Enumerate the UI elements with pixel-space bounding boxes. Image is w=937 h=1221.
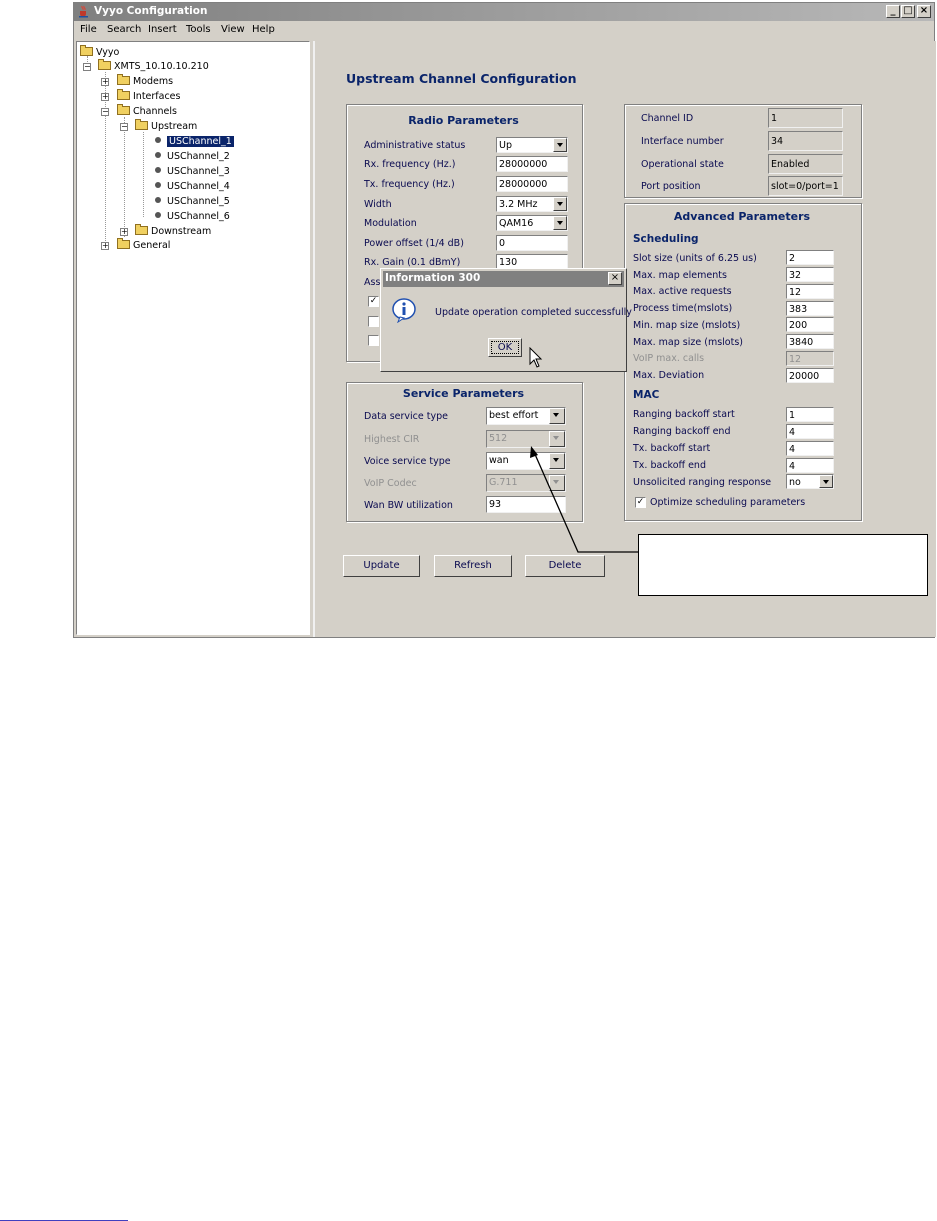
unsolicited-ranging-select[interactable]: no — [786, 474, 834, 489]
slot-size-label: Slot size (units of 6.25 us) — [633, 253, 757, 264]
voip-codec-select: G.711 — [486, 474, 566, 492]
wan-bw-label: Wan BW utilization — [364, 500, 453, 511]
maximize-button[interactable]: □ — [901, 5, 915, 18]
max-map-elements-input[interactable]: 32 — [786, 267, 834, 282]
interface-number-field: 34 — [768, 131, 843, 151]
refresh-button[interactable]: Refresh — [434, 555, 512, 577]
menu-help[interactable]: Help — [252, 24, 275, 35]
ok-button[interactable]: OK — [488, 338, 522, 357]
tree-node-channels[interactable]: Channels — [117, 106, 177, 117]
tree-node-modems[interactable]: Modems — [117, 76, 173, 87]
rx-frequency-input[interactable]: 28000000 — [496, 156, 568, 172]
voice-service-type-label: Voice service type — [364, 456, 451, 467]
collapse-icon[interactable]: − — [84, 62, 91, 71]
tx-frequency-input[interactable]: 28000000 — [496, 176, 568, 192]
collapse-icon[interactable]: − — [102, 107, 109, 116]
radio-parameters-title: Radio Parameters — [408, 114, 519, 127]
expand-icon[interactable]: + — [102, 92, 109, 101]
modulation-select[interactable]: QAM16 — [496, 215, 568, 231]
collapse-icon[interactable]: − — [121, 122, 128, 131]
power-offset-label: Power offset (1/4 dB) — [364, 238, 464, 249]
menu-tools[interactable]: Tools — [186, 24, 211, 35]
voip-codec-label: VoIP Codec — [364, 478, 417, 489]
width-label: Width — [364, 199, 392, 210]
rx-gain-input[interactable]: 130 — [496, 254, 568, 270]
rx-gain-label: Rx. Gain (0.1 dBmY) — [364, 257, 461, 268]
tx-backoff-start-input[interactable]: 4 — [786, 441, 834, 456]
highest-cir-select: 512 — [486, 430, 566, 448]
max-active-requests-label: Max. active requests — [633, 286, 732, 297]
width-select[interactable]: 3.2 MHz — [496, 196, 568, 212]
information-dialog — [380, 268, 632, 372]
tree-node-uschannel-2[interactable]: USChannel_2 — [155, 151, 230, 162]
voip-max-calls-input: 12 — [786, 351, 834, 366]
tx-backoff-end-label: Tx. backoff end — [633, 460, 706, 471]
menu-insert[interactable]: Insert — [148, 24, 177, 35]
admin-status-label: Administrative status — [364, 140, 466, 151]
scheduling-heading: Scheduling — [633, 233, 699, 245]
max-map-size-input[interactable]: 3840 — [786, 334, 834, 349]
port-position-label: Port position — [641, 181, 701, 192]
max-deviation-input[interactable]: 20000 — [786, 368, 834, 383]
admin-status-select[interactable]: Up — [496, 137, 568, 153]
channel-id-field: 1 — [768, 108, 843, 128]
menu-view[interactable]: View — [221, 24, 245, 35]
window-title: Vyyo Configuration — [94, 5, 208, 17]
min-map-size-input[interactable]: 200 — [786, 317, 834, 332]
tree-node-uschannel-5[interactable]: USChannel_5 — [155, 196, 230, 207]
page-title: Upstream Channel Configuration — [346, 71, 577, 86]
delete-button[interactable]: Delete — [525, 555, 605, 577]
max-active-requests-input[interactable]: 12 — [786, 284, 834, 299]
max-deviation-label: Max. Deviation — [633, 370, 705, 381]
tree-node-general[interactable]: General — [117, 240, 170, 251]
menu-file[interactable]: File — [80, 24, 97, 35]
unsolicited-ranging-label: Unsolicited ranging response — [633, 477, 772, 488]
tree-node-downstream[interactable]: Downstream — [135, 226, 211, 237]
process-time-input[interactable]: 383 — [786, 301, 834, 316]
expand-icon[interactable]: + — [102, 77, 109, 86]
highest-cir-label: Highest CIR — [364, 434, 420, 445]
min-map-size-label: Min. map size (mslots) — [633, 320, 741, 331]
channel-id-label: Channel ID — [641, 113, 694, 124]
optimize-scheduling-checkbox[interactable]: ✓ — [636, 497, 645, 507]
voice-service-type-select[interactable]: wan — [486, 452, 566, 470]
close-button[interactable]: × — [917, 5, 931, 18]
max-map-elements-label: Max. map elements — [633, 270, 727, 281]
tx-frequency-label: Tx. frequency (Hz.) — [364, 179, 455, 190]
ranging-backoff-start-input[interactable]: 1 — [786, 407, 834, 422]
power-offset-input[interactable]: 0 — [496, 235, 568, 251]
dialog-message: Update operation completed successfully — [435, 307, 632, 318]
dialog-title: Information 300 — [385, 272, 481, 284]
max-map-size-label: Max. map size (mslots) — [633, 337, 743, 348]
operational-state-field: Enabled — [768, 154, 843, 174]
expand-icon[interactable]: + — [121, 227, 128, 236]
port-position-field: slot=0/port=1 — [768, 176, 843, 196]
tree-node-upstream[interactable]: Upstream — [135, 121, 197, 132]
tree-node-host[interactable]: XMTS_10.10.10.210 — [98, 61, 209, 72]
tree-node-uschannel-6[interactable]: USChannel_6 — [155, 211, 230, 222]
tree-node-uschannel-4[interactable]: USChannel_4 — [155, 181, 230, 192]
ranging-backoff-end-label: Ranging backoff end — [633, 426, 731, 437]
mouse-pointer-icon — [529, 347, 543, 369]
tree-node-interfaces[interactable]: Interfaces — [117, 91, 180, 102]
data-service-type-label: Data service type — [364, 411, 448, 422]
optimize-scheduling-label: Optimize scheduling parameters — [650, 497, 806, 508]
tree-node-uschannel-3[interactable]: USChannel_3 — [155, 166, 230, 177]
info-icon — [391, 297, 417, 323]
slot-size-input[interactable]: 2 — [786, 250, 834, 265]
rx-frequency-label: Rx. frequency (Hz.) — [364, 159, 456, 170]
checkbox-1[interactable]: ✓ — [369, 296, 378, 306]
service-parameters-title: Service Parameters — [402, 387, 525, 400]
ranging-backoff-end-input[interactable]: 4 — [786, 424, 834, 439]
data-service-type-select[interactable]: best effort — [486, 407, 566, 425]
tx-backoff-start-label: Tx. backoff start — [633, 443, 711, 454]
dialog-title-bar[interactable] — [383, 271, 624, 287]
minimize-button[interactable]: _ — [886, 5, 900, 18]
tx-backoff-end-input[interactable]: 4 — [786, 458, 834, 473]
wan-bw-input[interactable]: 93 — [486, 496, 566, 513]
operational-state-label: Operational state — [641, 159, 724, 170]
menu-search[interactable]: Search — [107, 24, 142, 35]
modulation-label: Modulation — [364, 218, 417, 229]
tree-node-uschannel-1[interactable]: USChannel_1 — [155, 136, 234, 147]
ranging-backoff-start-label: Ranging backoff start — [633, 409, 735, 420]
voip-max-calls-label: VoIP max. calls — [633, 353, 705, 364]
advanced-parameters-title: Advanced Parameters — [673, 210, 811, 223]
dialog-close-button[interactable]: × — [608, 272, 622, 285]
mac-heading: MAC — [633, 389, 660, 401]
ass-label: Ass — [364, 277, 381, 288]
update-button[interactable]: Update — [343, 555, 420, 577]
interface-number-label: Interface number — [641, 136, 724, 147]
expand-icon[interactable]: + — [102, 241, 109, 250]
tree-node-root[interactable]: Vyyo — [80, 47, 119, 58]
process-time-label: Process time(mslots) — [633, 303, 733, 314]
